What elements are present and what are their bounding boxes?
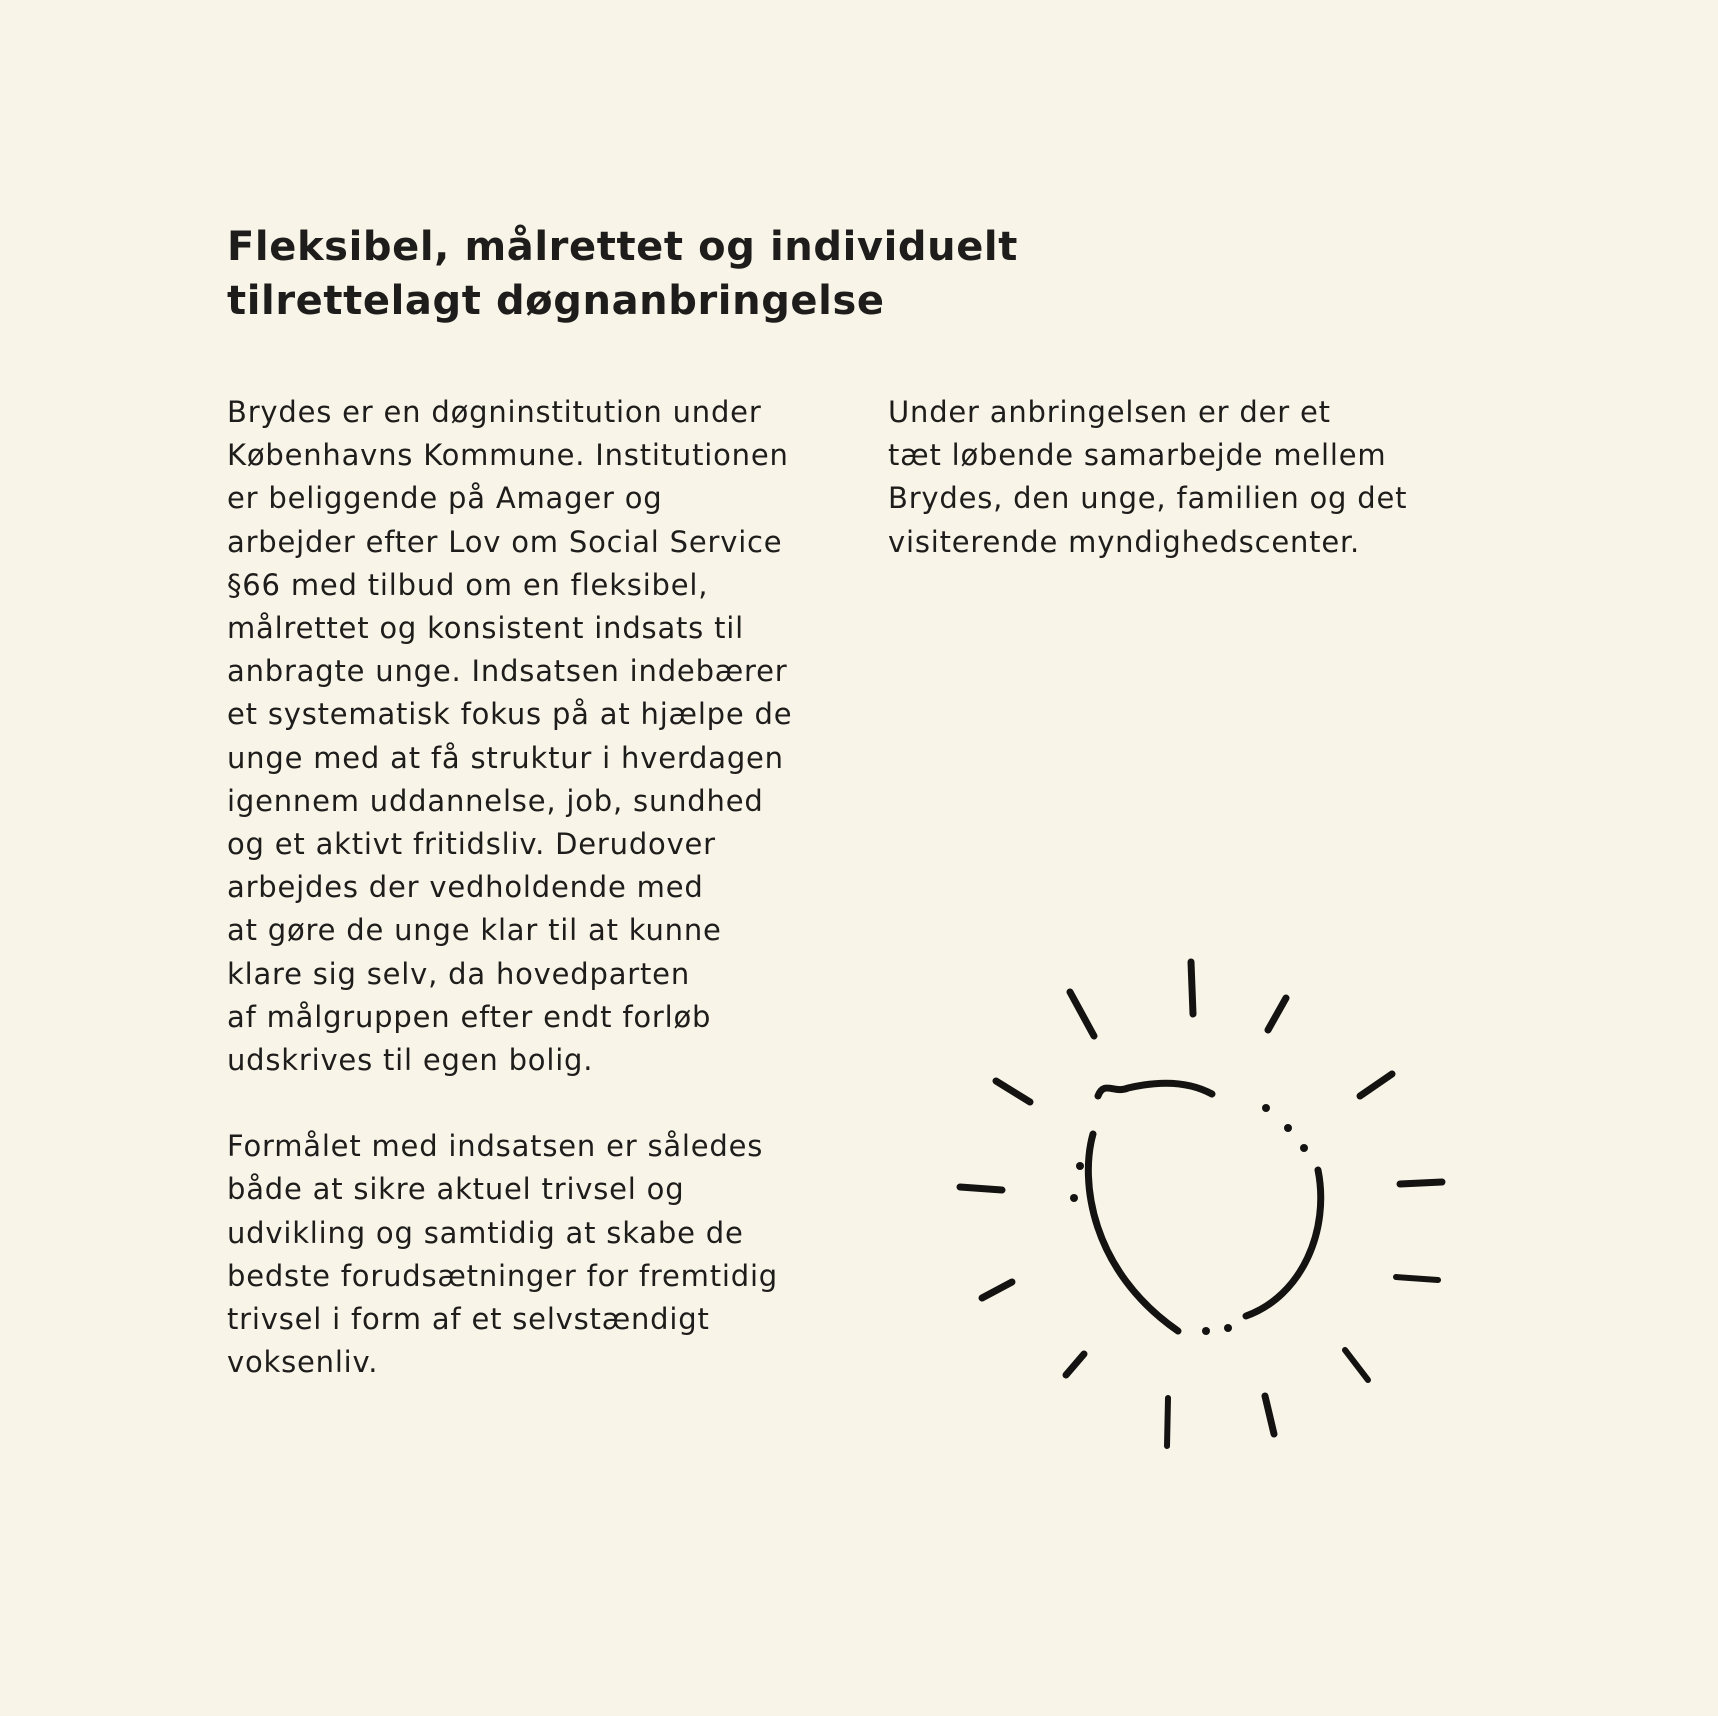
sun-ray [1400, 1182, 1442, 1184]
text-line: udskrives til egen bolig. [227, 1043, 594, 1078]
sun-dot [1224, 1324, 1232, 1332]
sun-disc-arc [1088, 1134, 1178, 1331]
sun-ray [1066, 1354, 1084, 1375]
sun-ray [1167, 1398, 1168, 1446]
text-line: Formålet med indsatsen er således [227, 1129, 764, 1164]
sun-dot [1202, 1327, 1210, 1335]
text-line: Brydes, den unge, familien og det [888, 481, 1408, 516]
sun-ray [1345, 1350, 1368, 1380]
text-line: og et aktivt fritidsliv. Derudover [227, 827, 716, 862]
sun-ray [1396, 1277, 1438, 1280]
text-line: at gøre de unge klar til at kunne [227, 913, 722, 948]
purpose-paragraph [227, 1125, 847, 1384]
page-title-line: tilrettelagt døgnanbringelse [227, 278, 885, 324]
text-line: igennem uddannelse, job, sundhed [227, 783, 764, 818]
text-line: arbejdes der vedholdende med [227, 870, 704, 905]
text-line: unge med at få struktur i hverdagen [227, 740, 784, 775]
text-line: klare sig selv, da hovedparten [227, 956, 690, 991]
sun-ray [982, 1282, 1012, 1298]
sun-dot [1300, 1144, 1308, 1152]
text-line: både at sikre aktuel trivsel og [227, 1172, 685, 1207]
intro-paragraph [227, 391, 847, 1082]
text-line: voksenliv. [227, 1345, 379, 1380]
text-line: visiterende myndighedscenter. [888, 524, 1361, 559]
text-line: Under anbringelsen er der et [888, 395, 1331, 429]
text-line: af målgruppen efter endt forløb [227, 999, 712, 1034]
text-line: Brydes er en døgninstitution under [227, 395, 762, 429]
text-line: §66 med tilbud om en fleksibel, [227, 567, 709, 602]
right-column [888, 391, 1488, 564]
text-line: målrettet og konsistent indsats til [227, 611, 744, 646]
sun-ray [1268, 998, 1286, 1030]
sun-disc-arc [1098, 1083, 1212, 1096]
left-column [227, 391, 847, 1384]
sun-disc-arc [1246, 1170, 1321, 1316]
page-title-line: Fleksibel, målrettet og individuelt [227, 224, 1018, 270]
sun-dot [1076, 1162, 1084, 1170]
text-line: trivsel i form af et selvstændigt [227, 1302, 710, 1337]
collaboration-paragraph [888, 391, 1488, 564]
text-line: udvikling og samtidig at skabe de [227, 1215, 744, 1250]
page-title [227, 220, 1127, 328]
sun-dot [1070, 1194, 1078, 1202]
sun-ray [996, 1081, 1030, 1102]
sun-ray [1265, 1396, 1274, 1434]
sun-ray [1360, 1074, 1392, 1096]
sun-dot [1262, 1104, 1270, 1112]
sun-ray [1191, 962, 1193, 1014]
text-line: et systematisk fokus på at hjælpe de [227, 697, 793, 732]
sun-dot [1284, 1124, 1292, 1132]
text-line: anbragte unge. Indsatsen indebærer [227, 654, 788, 689]
text-line: Københavns Kommune. Institutionen [227, 438, 789, 473]
text-line: arbejder efter Lov om Social Service [227, 524, 783, 559]
text-line: tæt løbende samarbejde mellem [888, 438, 1387, 473]
sun-icon [950, 950, 1450, 1450]
text-line: bedste forudsætninger for fremtidig [227, 1258, 779, 1293]
sun-ray [1070, 992, 1094, 1036]
text-line: er beliggende på Amager og [227, 481, 663, 516]
sun-ray [960, 1187, 1002, 1190]
